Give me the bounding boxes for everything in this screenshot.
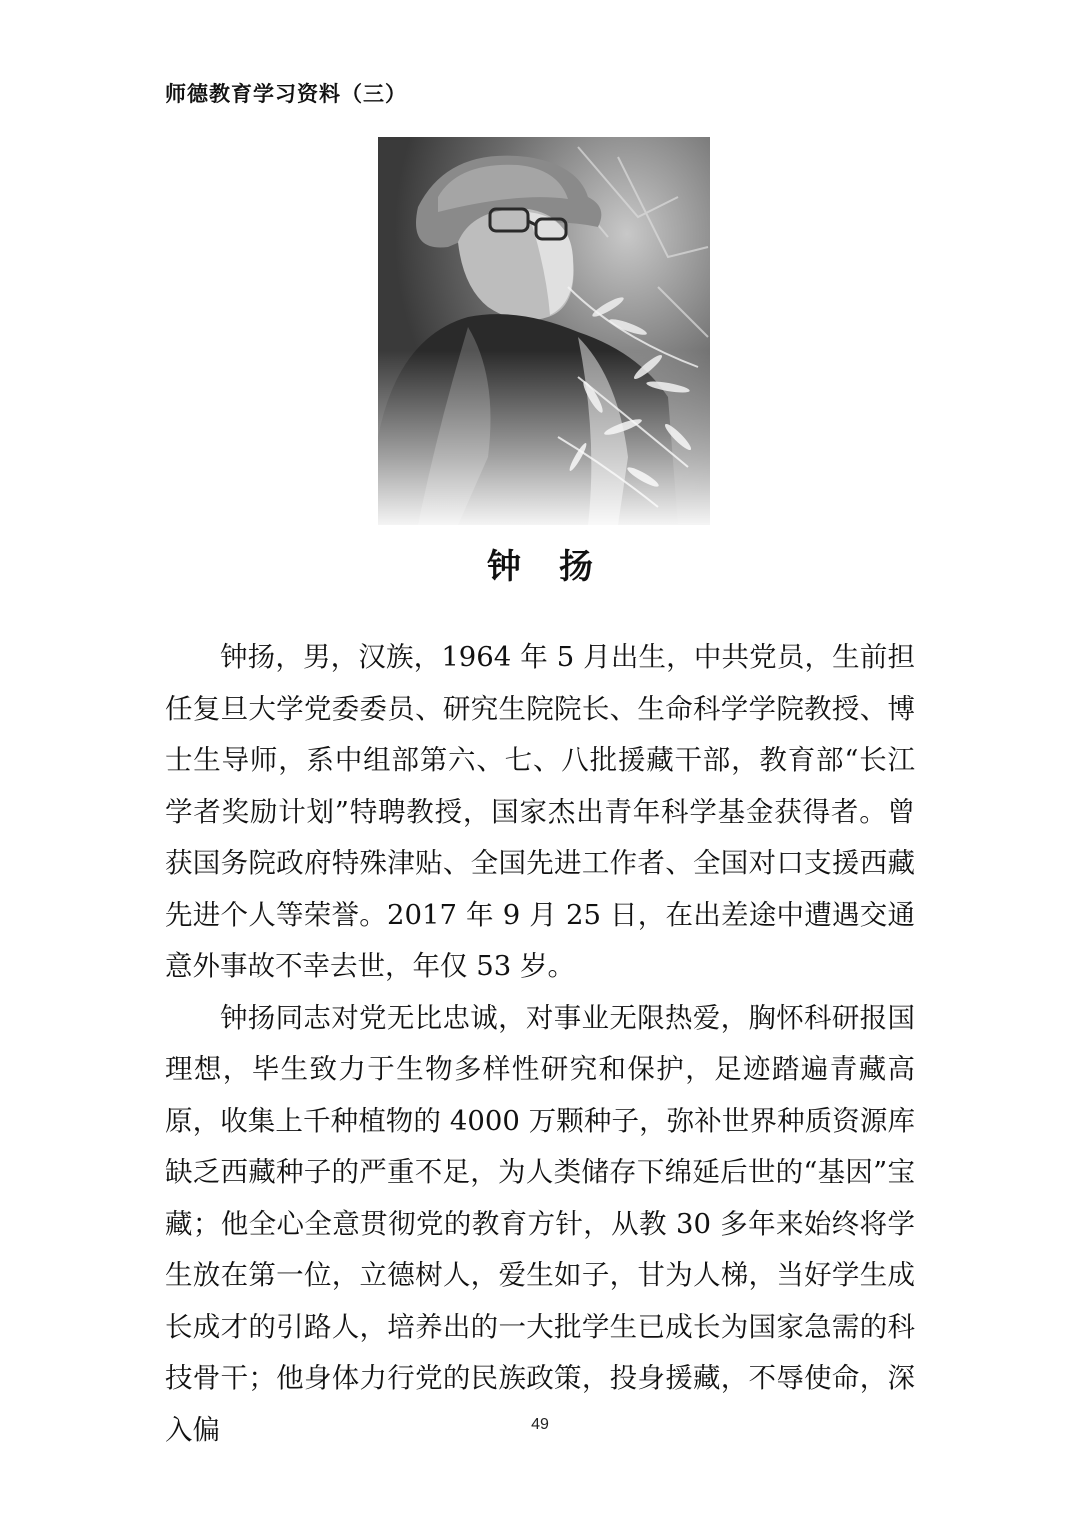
page-number: 49 [531,1416,549,1433]
running-header: 师德教育学习资料（三） [165,81,407,106]
portrait-photo [378,137,710,525]
paragraph: 钟扬同志对党无比忠诚，对事业无限热爱，胸怀科研报国理想，毕生致力于生物多样性研究和保护，足迹踏遍青藏高原，收集上千种植物的 4000 万颗种子，弥补世界种质资源库缺乏西藏种子的严重不足，为人类储存下绵延后世的“基因”宝藏；他全心全意贯彻党的教育方针，从教 30 多年来始终将学生放在第一位，立德树人，爱生如子，甘为人梯，当好学生成长成才的引路人，培养出的一大批学生已成长为国家急需的科技骨干；他身体力行党的民族政策，投身援藏，不辱使命，深入偏 [165,1001,915,1446]
article-body [165,632,915,1456]
person-name: 钟扬 [487,547,631,587]
portrait-photo-icon [378,137,710,525]
paragraph: 钟扬，男，汉族，1964 年 5 月出生，中共党员，生前担任复旦大学党委委员、研究生院院长、生命科学学院教授、博士生导师，系中组部第六、七、八批援藏干部，教育部“长江学者奖励计划”特聘教授，国家杰出青年科学基金获得者。曾获国务院政府特殊津贴、全国先进工作者、全国对口支援西藏先进个人等荣誉。2017 年 9 月 25 日，在出差途中遭遇交通意外事故不幸去世，年仅 53 岁。 [165,641,915,982]
